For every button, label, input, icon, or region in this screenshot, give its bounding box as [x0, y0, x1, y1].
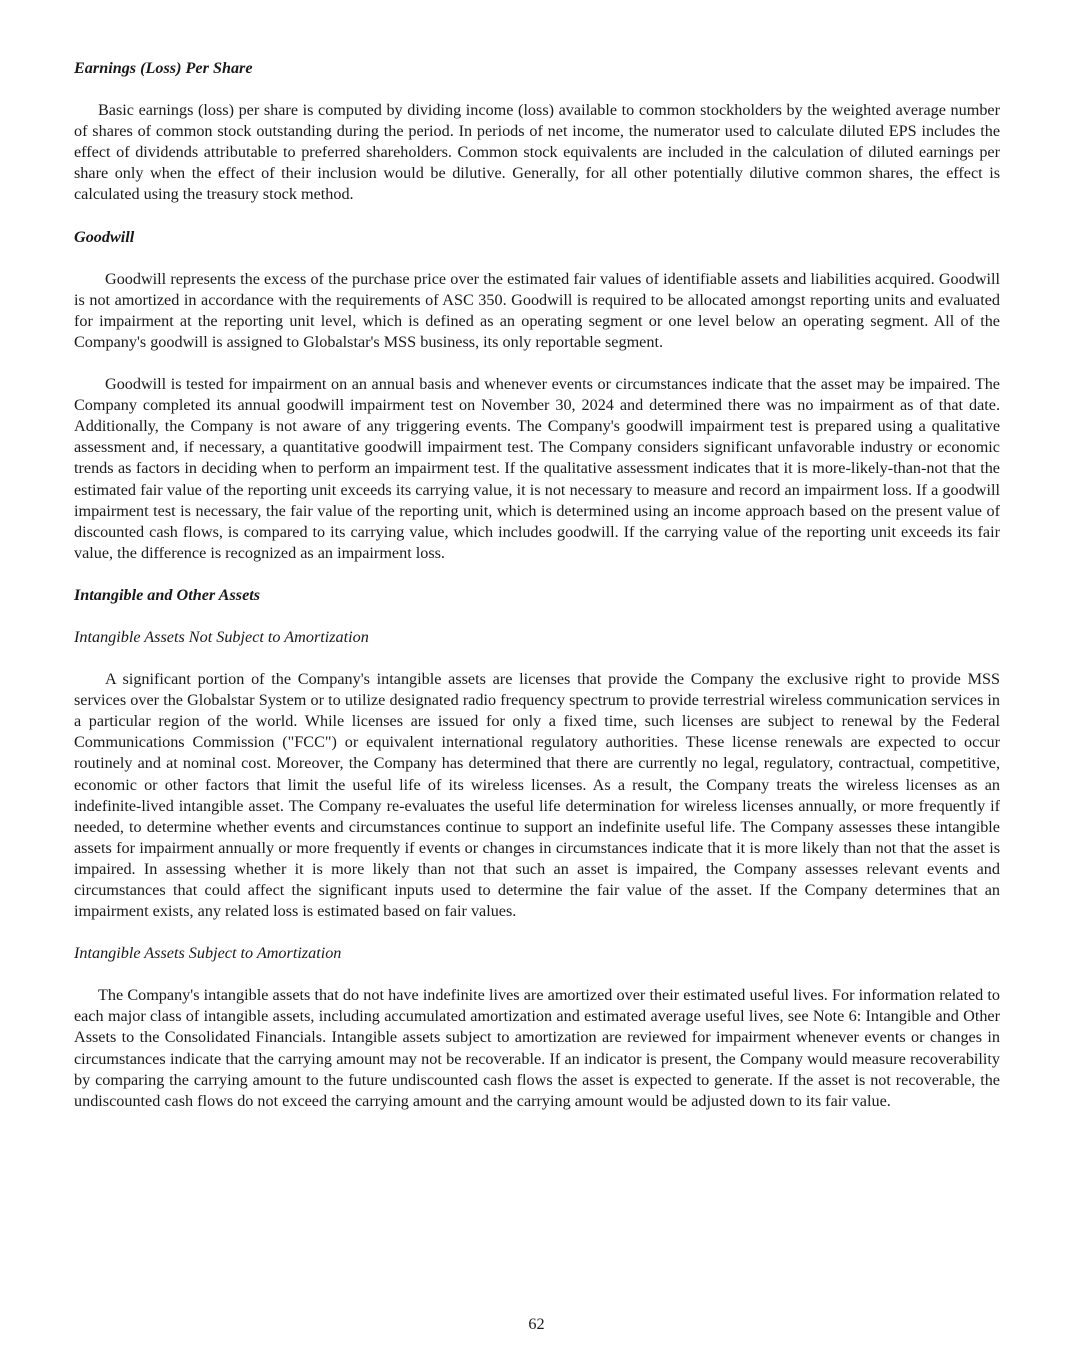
eps-paragraph: Basic earnings (loss) per share is computed by dividing income (loss) available to common stockholders by the weighted average number of shares of common stock outstanding during the period. In periods of net income, the numerator used to calculate diluted EPS includes the effect of dividends attributable to preferred shareholders. Common stock equivalents are included in the calculation of diluted earnings per share only when the effect of their inclusion would be dilutive. Generally, for all other potentially dilutive common shares, the effect is calculated using the treasury stock method.: [74, 101, 1000, 204]
goodwill-paragraph-1: Goodwill represents the excess of the purchase price over the estimated fair values of identifiable assets and liabilities acquired. Goodwill is not amortized in accordance with the requirements of ASC 350. Goodwill is required to be allocated amongst reporting units and evaluated for impairment at the reporting unit level, which is defined as an operating segment or one level below an operating segment. All of the Company's goodwill is assigned to Globalstar's MSS business, its only reportable segment.: [74, 269, 1000, 351]
not-amortized-subheading: Intangible Assets Not Subject to Amortization: [74, 627, 369, 646]
goodwill-paragraph-2: Goodwill is tested for impairment on an annual basis and whenever events or circumstances indicate that the asset may be impaired. The Company completed its annual goodwill impairment test on November 30, 2024 and determined there was no impairment as of that date. Additionally, the Company is not aware of any triggering events. The Company's goodwill impairment test is prepared using a qualitative assessment and, if necessary, a quantitative goodwill impairment test. The Company considers significant unfavorable industry or economic trends as factors in deciding when to perform an impairment test. If the qualitative assessment indicates that it is more-likely-than-not that the estimated fair value of the reporting unit exceeds its carrying value, it is not necessary to measure and record an impairment loss. If a goodwill impairment test is necessary, the fair value of the reporting unit, which is determined using an income approach based on the present value of discounted cash flows, is compared to its carrying value, which includes goodwill. If the carrying value of the reporting unit exceeds its fair value, the difference is recognized as an impairment loss.: [74, 375, 1000, 562]
document-page: [74, 58, 1000, 1133]
intangibles-heading: Intangible and Other Assets: [74, 585, 261, 604]
page-number: 62: [528, 1315, 545, 1333]
not-amortized-paragraph: A significant portion of the Company's intangible assets are licenses that provide the Company the exclusive right to provide MSS services over the Globalstar System or to utilize designated radio frequency spectrum to provide terrestrial wireless communication services in a particular region of the world. While licenses are issued for only a fixed time, such licenses are subject to renewal by the Federal Communications Commission ("FCC") or equivalent international regulatory authorities. These license renewals are expected to occur routinely and at nominal cost. Moreover, the Company has determined that there are currently no legal, regulatory, contractual, competitive, economic or other factors that limit the useful life of its wireless licenses. As a result, the Company treats the wireless licenses as an indefinite-lived intangible asset. The Company re-evaluates the useful life determination for wireless licenses annually, or more frequently if needed, to determine whether events and circumstances continue to support an indefinite useful life. The Company assesses these intangible assets for impairment annually or more frequently if events or changes in circumstances indicate that it is more likely than not that the asset is impaired. In assessing whether it is more likely than not that such an asset is impaired, the Company assesses relevant events and circumstances that could affect the significant inputs used to determine the fair value of the asset. If the Company determines that an impairment exists, any related loss is estimated based on fair values.: [74, 670, 1000, 921]
amortized-subheading: Intangible Assets Subject to Amortization: [74, 944, 342, 963]
goodwill-heading: Goodwill: [74, 227, 135, 246]
eps-heading: Earnings (Loss) Per Share: [74, 59, 253, 77]
amortized-paragraph: The Company's intangible assets that do not have indefinite lives are amortized over their estimated useful lives. For information related to each major class of intangible assets, including accumulated amortization and estimated average useful lives, see Note 6: Intangible and Other Assets to the Consolidated Financials. Intangible assets subject to amortization are reviewed for impairment whenever events or changes in circumstances indicate that the carrying amount may not be recoverable. If an indicator is present, the Company would measure recoverability by comparing the carrying amount to the future undiscounted cash flows the asset is expected to generate. If the asset is not recoverable, the undiscounted cash flows do not exceed the carrying amount and the carrying amount would be adjusted down to its fair value.: [74, 986, 1000, 1110]
